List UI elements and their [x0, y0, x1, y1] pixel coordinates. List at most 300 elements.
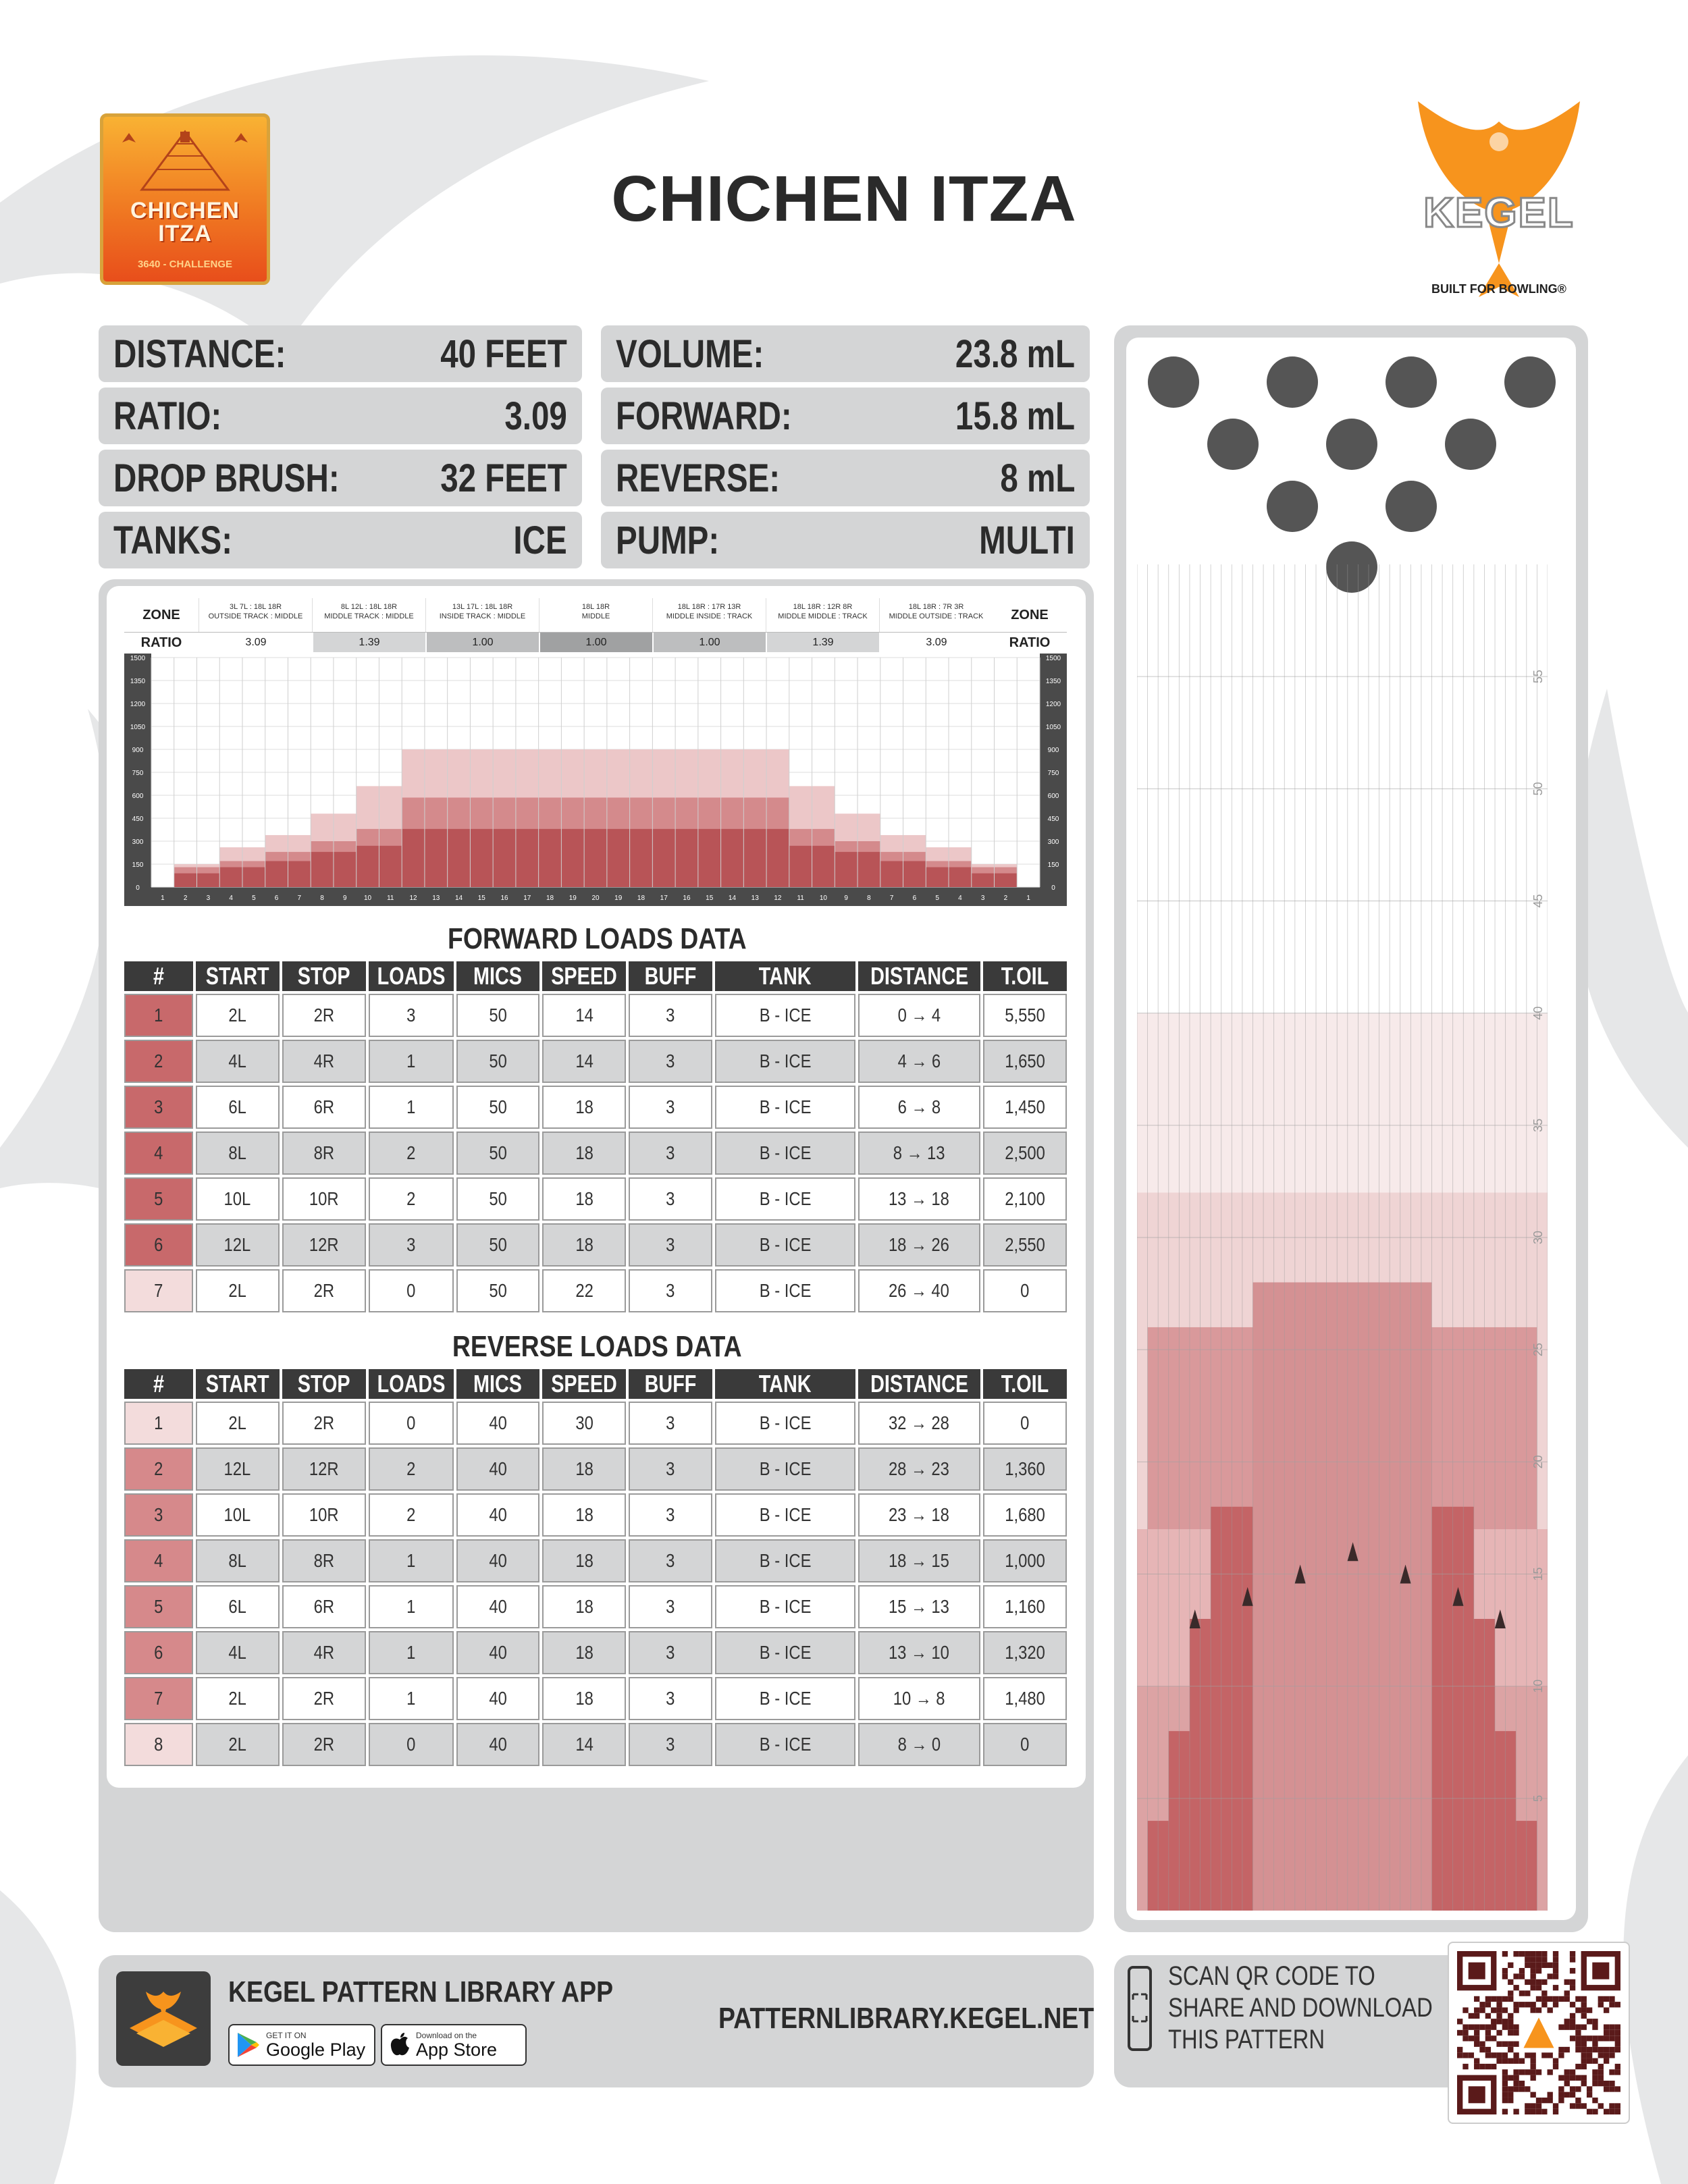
cell-mics: 50: [456, 1040, 540, 1083]
qr-module: [1496, 2007, 1502, 2013]
reverse-loads-table: [122, 1366, 1070, 1769]
qr-module: [1525, 1956, 1530, 1962]
cell-speed: 14: [542, 994, 626, 1037]
bar-series-1-board-22: [630, 829, 653, 887]
qr-module: [1558, 2075, 1564, 2081]
qr-module: [1491, 2024, 1496, 2029]
cell-distance: 8 → 13: [858, 1131, 980, 1175]
x-tick-label: 9: [343, 895, 347, 902]
qr-module: [1553, 2064, 1558, 2069]
x-tick-label: 3: [980, 895, 985, 902]
foot-label: 20: [1531, 1455, 1545, 1469]
qr-module: [1519, 2069, 1525, 2075]
x-tick-label: 19: [614, 895, 623, 902]
x-tick-label: 11: [387, 895, 394, 902]
cell-mics: 50: [456, 1223, 540, 1267]
qr-module: [1513, 2069, 1519, 2075]
qr-module: [1581, 2064, 1587, 2069]
qr-module: [1598, 2047, 1604, 2052]
zone-boards: 8L 12L : 18L 18R: [340, 603, 398, 611]
qr-module: [1496, 2058, 1502, 2064]
qr-module: [1479, 2064, 1485, 2069]
y-tick-label-right: 600: [1047, 793, 1059, 800]
y-tick-label-left: 1050: [130, 724, 146, 731]
qr-module: [1508, 1996, 1513, 2002]
qr-module: [1525, 2103, 1530, 2108]
qr-module: [1530, 2103, 1535, 2108]
pattern-logo-subtitle: 3640 - CHALLENGE: [137, 259, 233, 270]
qr-module: [1598, 2064, 1604, 2069]
qr-module: [1462, 2024, 1468, 2029]
qr-module: [1587, 2019, 1592, 2024]
qr-module: [1592, 2075, 1598, 2081]
cell-start: 4L: [196, 1040, 280, 1083]
qr-module: [1479, 2047, 1485, 2052]
table-row: [124, 1493, 1067, 1537]
qr-module: [1570, 1985, 1575, 1990]
qr-module: [1615, 2002, 1620, 2007]
foot-label: 35: [1531, 1118, 1545, 1132]
qr-module: [1496, 2002, 1502, 2007]
qr-module: [1536, 2007, 1541, 2013]
y-tick-label-left: 450: [132, 816, 144, 823]
qr-module: [1508, 2092, 1513, 2098]
qr-module: [1548, 1963, 1553, 1968]
qr-module: [1479, 2002, 1485, 2007]
cell-toil: 2,100: [983, 1177, 1067, 1221]
qr-module: [1575, 2007, 1581, 2013]
zone-cell-1: [199, 598, 312, 632]
cell-loads: 3: [369, 994, 454, 1037]
forward-loads-title: FORWARD LOADS DATA: [447, 922, 747, 955]
qr-module: [1496, 1996, 1502, 2002]
cell-start: 2L: [196, 1402, 280, 1445]
cell-tank: B - ICE: [715, 1539, 855, 1582]
cell-distance: 6 → 8: [858, 1086, 980, 1129]
bar-series-1-board-15: [470, 829, 493, 887]
cell-toil: 1,320: [983, 1631, 1067, 1674]
table-row: [124, 1177, 1067, 1221]
qr-module: [1609, 2086, 1614, 2092]
qr-module: [1541, 2002, 1547, 2007]
qr-module: [1474, 2024, 1479, 2029]
qr-module: [1536, 1979, 1541, 1985]
qr-module: [1570, 1979, 1575, 1985]
qr-module: [1570, 2092, 1575, 2098]
qr-module: [1570, 2024, 1575, 2029]
qr-finder-core-1: [1469, 1963, 1485, 1979]
qr-module: [1575, 2047, 1581, 2052]
cell-distance: 32 → 28: [858, 1402, 980, 1445]
qr-module: [1530, 2007, 1535, 2013]
qr-finder-core-3: [1469, 2086, 1485, 2103]
foot-label: 15: [1531, 1567, 1545, 1581]
cell-stop: 10R: [282, 1493, 366, 1537]
stat-tanks: TANKS: ICE: [99, 512, 582, 568]
qr-module: [1513, 2081, 1519, 2086]
column-header: START: [196, 1369, 280, 1399]
cell-loads: 2: [369, 1447, 454, 1491]
qr-module: [1581, 2007, 1587, 2013]
cell-n: 5: [124, 1585, 193, 1628]
stat-drop-brush: DROP BRUSH: 32 FEET: [99, 450, 582, 506]
qr-module: [1581, 2103, 1587, 2108]
table-row: [124, 994, 1067, 1037]
bar-series-1-board-6: [265, 861, 288, 887]
app-store-button[interactable]: [381, 2024, 527, 2066]
qr-module: [1508, 2030, 1513, 2035]
qr-module: [1502, 1951, 1508, 1956]
qr-module: [1609, 2035, 1614, 2041]
page-title: CHICHEN ITZA: [611, 163, 1077, 235]
cell-start: 6L: [196, 1086, 280, 1129]
qr-module: [1592, 2019, 1598, 2024]
qr-module: [1491, 2019, 1496, 2024]
x-tick-label: 19: [569, 895, 577, 902]
qr-module: [1564, 2019, 1570, 2024]
cell-buff: 3: [629, 1447, 712, 1491]
qr-module: [1575, 1996, 1581, 2002]
foot-label: 55: [1531, 670, 1545, 684]
qr-module: [1462, 2007, 1468, 2013]
x-tick-label: 6: [274, 895, 279, 902]
cell-distance: 0 → 4: [858, 994, 980, 1037]
qr-module: [1570, 2019, 1575, 2024]
qr-module: [1536, 1968, 1541, 1973]
bar-series-1-board-4: [219, 868, 242, 887]
website-link[interactable]: PATTERNLIBRARY.KEGEL.NET: [718, 2002, 1094, 2035]
qr-module: [1502, 2081, 1508, 2086]
column-header: BUFF: [629, 1369, 712, 1399]
qr-module: [1587, 2035, 1592, 2041]
bar-series-1-board-28: [766, 829, 789, 887]
qr-module: [1502, 2075, 1508, 2081]
bar-series-1-board-25: [698, 829, 721, 887]
qr-module: [1479, 2042, 1485, 2047]
qr-module: [1485, 2064, 1491, 2069]
x-tick-label: 2: [183, 895, 188, 902]
qr-code[interactable]: [1457, 1951, 1620, 2114]
cell-speed: 18: [542, 1131, 626, 1175]
cell-speed: 18: [542, 1086, 626, 1129]
zone-cell-6: [766, 598, 879, 632]
qr-module: [1615, 2030, 1620, 2035]
bar-series-1-board-16: [493, 829, 516, 887]
bar-series-1-board-31: [835, 852, 858, 887]
qr-module: [1570, 2002, 1575, 2007]
y-tick-label-right: 150: [1047, 861, 1059, 869]
cell-loads: 0: [369, 1723, 454, 1766]
qr-module: [1530, 1985, 1535, 1990]
cell-start: 8L: [196, 1131, 280, 1175]
qr-module: [1462, 2030, 1468, 2035]
cell-tank: B - ICE: [715, 1402, 855, 1445]
qr-module: [1548, 2092, 1553, 2098]
qr-module: [1615, 2035, 1620, 2041]
y-tick-label-right: 1050: [1045, 724, 1061, 731]
y-tick-label-right: 0: [1051, 884, 1055, 892]
cell-loads: 1: [369, 1539, 454, 1582]
cell-buff: 3: [629, 1723, 712, 1766]
qr-module: [1592, 2058, 1598, 2064]
pin-5: [1207, 419, 1259, 470]
qr-module: [1491, 2035, 1496, 2041]
qr-module: [1485, 2030, 1491, 2035]
cell-tank: B - ICE: [715, 1086, 855, 1129]
y-tick-label-left: 300: [132, 838, 144, 846]
zone-description: MIDDLE INSIDE : TRACK: [666, 612, 753, 620]
zone-boards: 3L 7L : 18L 18R: [229, 603, 282, 611]
qr-module: [1581, 2013, 1587, 2019]
table-row: [124, 1723, 1067, 1766]
x-tick-label: 10: [819, 895, 827, 902]
bar-series-1-board-2: [174, 874, 197, 887]
cell-mics: 40: [456, 1677, 540, 1720]
x-tick-label: 20: [591, 895, 600, 902]
cell-start: 2L: [196, 994, 280, 1037]
cell-buff: 3: [629, 1223, 712, 1267]
y-tick-label-left: 1500: [130, 655, 146, 662]
qr-module: [1474, 1996, 1479, 2002]
qr-module: [1485, 1996, 1491, 2002]
kegel-wordmark: KEGEL: [1423, 190, 1575, 236]
bar-series-1-board-33: [880, 861, 903, 887]
zone-ratio-2: 1.39: [312, 633, 425, 652]
qr-module: [1609, 2103, 1614, 2108]
table-row: [124, 1223, 1067, 1267]
qr-module: [1553, 1973, 1558, 1979]
x-tick-label: 18: [546, 895, 554, 902]
qr-module: [1485, 2013, 1491, 2019]
qr-module: [1564, 1996, 1570, 2002]
cell-distance: 23 → 18: [858, 1493, 980, 1537]
foot-label: 30: [1531, 1230, 1545, 1245]
qr-module: [1587, 2092, 1592, 2098]
qr-module: [1513, 2086, 1519, 2092]
bar-series-1-board-5: [242, 868, 265, 887]
y-tick-label-right: 900: [1047, 747, 1059, 754]
qr-module: [1513, 2058, 1519, 2064]
cell-distance: 28 → 23: [858, 1447, 980, 1491]
qr-module: [1519, 1951, 1525, 1956]
qr-module: [1496, 2052, 1502, 2058]
qr-module: [1564, 2047, 1570, 2052]
cell-distance: 8 → 0: [858, 1723, 980, 1766]
y-tick-label-right: 750: [1047, 770, 1059, 777]
cell-n: 1: [124, 994, 193, 1037]
foot-label: 45: [1531, 894, 1545, 908]
qr-module: [1592, 2047, 1598, 2052]
pin-9: [1386, 481, 1437, 532]
x-tick-label: 7: [297, 895, 302, 902]
cell-mics: 50: [456, 1131, 540, 1175]
google-play-button[interactable]: [228, 2024, 375, 2066]
cell-buff: 3: [629, 1493, 712, 1537]
zone-boards: 18L 18R : 7R 3R: [908, 603, 964, 611]
column-header: MICS: [456, 1369, 540, 1399]
stat-forward: FORWARD: 15.8 mL: [601, 388, 1090, 444]
qr-module: [1519, 1990, 1525, 1996]
qr-module: [1609, 2109, 1614, 2114]
column-header: #: [124, 961, 193, 991]
qr-module: [1541, 2098, 1547, 2103]
qr-module: [1541, 2109, 1547, 2114]
ratio-label-right: RATIO: [1009, 635, 1051, 650]
bar-series-1-board-27: [743, 829, 766, 887]
bar-series-1-board-14: [448, 829, 471, 887]
qr-module: [1609, 2002, 1614, 2007]
table-row: [124, 1585, 1067, 1628]
qr-module: [1525, 2052, 1530, 2058]
qr-module: [1615, 2024, 1620, 2029]
pyramid-icon: [103, 117, 267, 198]
cell-tank: B - ICE: [715, 1177, 855, 1221]
qr-module: [1530, 2075, 1535, 2081]
qr-module: [1491, 1996, 1496, 2002]
qr-module: [1598, 2075, 1604, 2081]
qr-module: [1541, 1990, 1547, 1996]
x-tick-label: 5: [252, 895, 256, 902]
qr-module: [1536, 2109, 1541, 2114]
zone-ratio-1: 3.09: [199, 633, 312, 652]
qr-module: [1604, 2035, 1609, 2041]
cell-start: 8L: [196, 1539, 280, 1582]
qr-module: [1502, 2058, 1508, 2064]
cell-start: 2L: [196, 1677, 280, 1720]
x-tick-label: 16: [500, 895, 508, 902]
cell-stop: 2R: [282, 1723, 366, 1766]
qr-module: [1462, 2035, 1468, 2041]
zone-cell-5: [652, 598, 766, 632]
qr-module: [1462, 2052, 1468, 2058]
qr-module: [1575, 2024, 1581, 2029]
stat-pump: PUMP: MULTI: [601, 512, 1090, 568]
qr-module: [1575, 2098, 1581, 2103]
cell-n: 2: [124, 1040, 193, 1083]
qr-module: [1491, 2064, 1496, 2069]
zone-boards: 18L 18R : 17R 13R: [677, 603, 741, 611]
x-tick-label: 5: [935, 895, 939, 902]
qr-module: [1548, 1973, 1553, 1979]
qr-module: [1525, 2086, 1530, 2092]
qr-module: [1592, 2098, 1598, 2103]
qr-module: [1536, 1956, 1541, 1962]
qr-module: [1485, 2024, 1491, 2029]
qr-module: [1570, 2035, 1575, 2041]
cell-buff: 3: [629, 994, 712, 1037]
qr-module: [1502, 1968, 1508, 1973]
qr-module: [1592, 2069, 1598, 2075]
cell-buff: 3: [629, 1539, 712, 1582]
cell-toil: 1,450: [983, 1086, 1067, 1129]
table-row: [124, 1131, 1067, 1175]
qr-module: [1558, 1996, 1564, 2002]
cell-toil: 1,000: [983, 1539, 1067, 1582]
qr-module: [1508, 2098, 1513, 2103]
cell-mics: 50: [456, 1086, 540, 1129]
x-tick-label: 8: [867, 895, 871, 902]
qr-module: [1519, 2002, 1525, 2007]
x-tick-label: 14: [454, 895, 463, 902]
qr-module: [1587, 2058, 1592, 2064]
cell-stop: 2R: [282, 1677, 366, 1720]
bar-series-1-board-3: [196, 874, 219, 887]
qr-module: [1536, 2069, 1541, 2075]
cell-tank: B - ICE: [715, 1723, 855, 1766]
qr-module: [1570, 1951, 1575, 1956]
stat-volume: VOLUME: 23.8 mL: [601, 325, 1090, 382]
foot-label: 10: [1531, 1679, 1545, 1693]
cell-stop: 2R: [282, 1402, 366, 1445]
kegel-tagline: BUILT FOR BOWLING®: [1431, 282, 1566, 296]
qr-module: [1469, 2013, 1474, 2019]
bar-series-1-board-10: [357, 846, 379, 887]
pattern-logo: [100, 113, 270, 285]
column-header: MICS: [456, 961, 540, 991]
bar-series-1-board-36: [949, 868, 972, 887]
table-row: [124, 1086, 1067, 1129]
qr-module: [1604, 2058, 1609, 2064]
qr-module: [1502, 2019, 1508, 2024]
qr-module: [1513, 1985, 1519, 1990]
qr-module: [1553, 1968, 1558, 1973]
qr-module: [1553, 1996, 1558, 2002]
qr-module: [1564, 2069, 1570, 2075]
cell-speed: 14: [542, 1723, 626, 1766]
app-icon[interactable]: [116, 1971, 211, 2066]
bar-series-1-board-13: [425, 829, 448, 887]
qr-module: [1513, 2002, 1519, 2007]
cell-speed: 18: [542, 1223, 626, 1267]
y-tick-label-left: 1350: [130, 678, 146, 685]
qr-module: [1553, 2103, 1558, 2108]
cell-loads: 1: [369, 1631, 454, 1674]
cell-toil: 2,500: [983, 1131, 1067, 1175]
cell-speed: 18: [542, 1177, 626, 1221]
qr-module: [1502, 2042, 1508, 2047]
zone-description: MIDDLE: [581, 612, 610, 620]
x-tick-label: 17: [523, 895, 531, 902]
bar-series-1-board-24: [675, 829, 698, 887]
y-tick-label-right: 1200: [1045, 701, 1061, 708]
qr-module: [1513, 2007, 1519, 2013]
qr-module: [1615, 2109, 1620, 2114]
x-tick-label: 1: [1026, 895, 1030, 902]
cell-tank: B - ICE: [715, 1585, 855, 1628]
pin-1: [1148, 356, 1199, 408]
column-header: START: [196, 961, 280, 991]
qr-module: [1485, 2047, 1491, 2052]
qr-module: [1581, 2042, 1587, 2047]
qr-module: [1570, 2069, 1575, 2075]
qr-module: [1592, 2035, 1598, 2041]
qr-instructions: SCAN QR CODE TO SHARE AND DOWNLOAD THIS PATTERN: [1168, 1961, 1433, 2054]
cell-start: 4L: [196, 1631, 280, 1674]
qr-module: [1609, 2024, 1614, 2029]
column-header: BUFF: [629, 961, 712, 991]
cell-tank: B - ICE: [715, 1493, 855, 1537]
x-tick-label: 12: [409, 895, 417, 902]
qr-module: [1519, 1968, 1525, 1973]
cell-distance: 15 → 13: [858, 1585, 980, 1628]
qr-module: [1491, 2052, 1496, 2058]
qr-module: [1508, 2086, 1513, 2092]
y-tick-label-left: 750: [132, 770, 144, 777]
qr-module: [1541, 1956, 1547, 1962]
bar-series-1-board-30: [812, 846, 835, 887]
cell-buff: 3: [629, 1177, 712, 1221]
qr-module: [1587, 2109, 1592, 2114]
